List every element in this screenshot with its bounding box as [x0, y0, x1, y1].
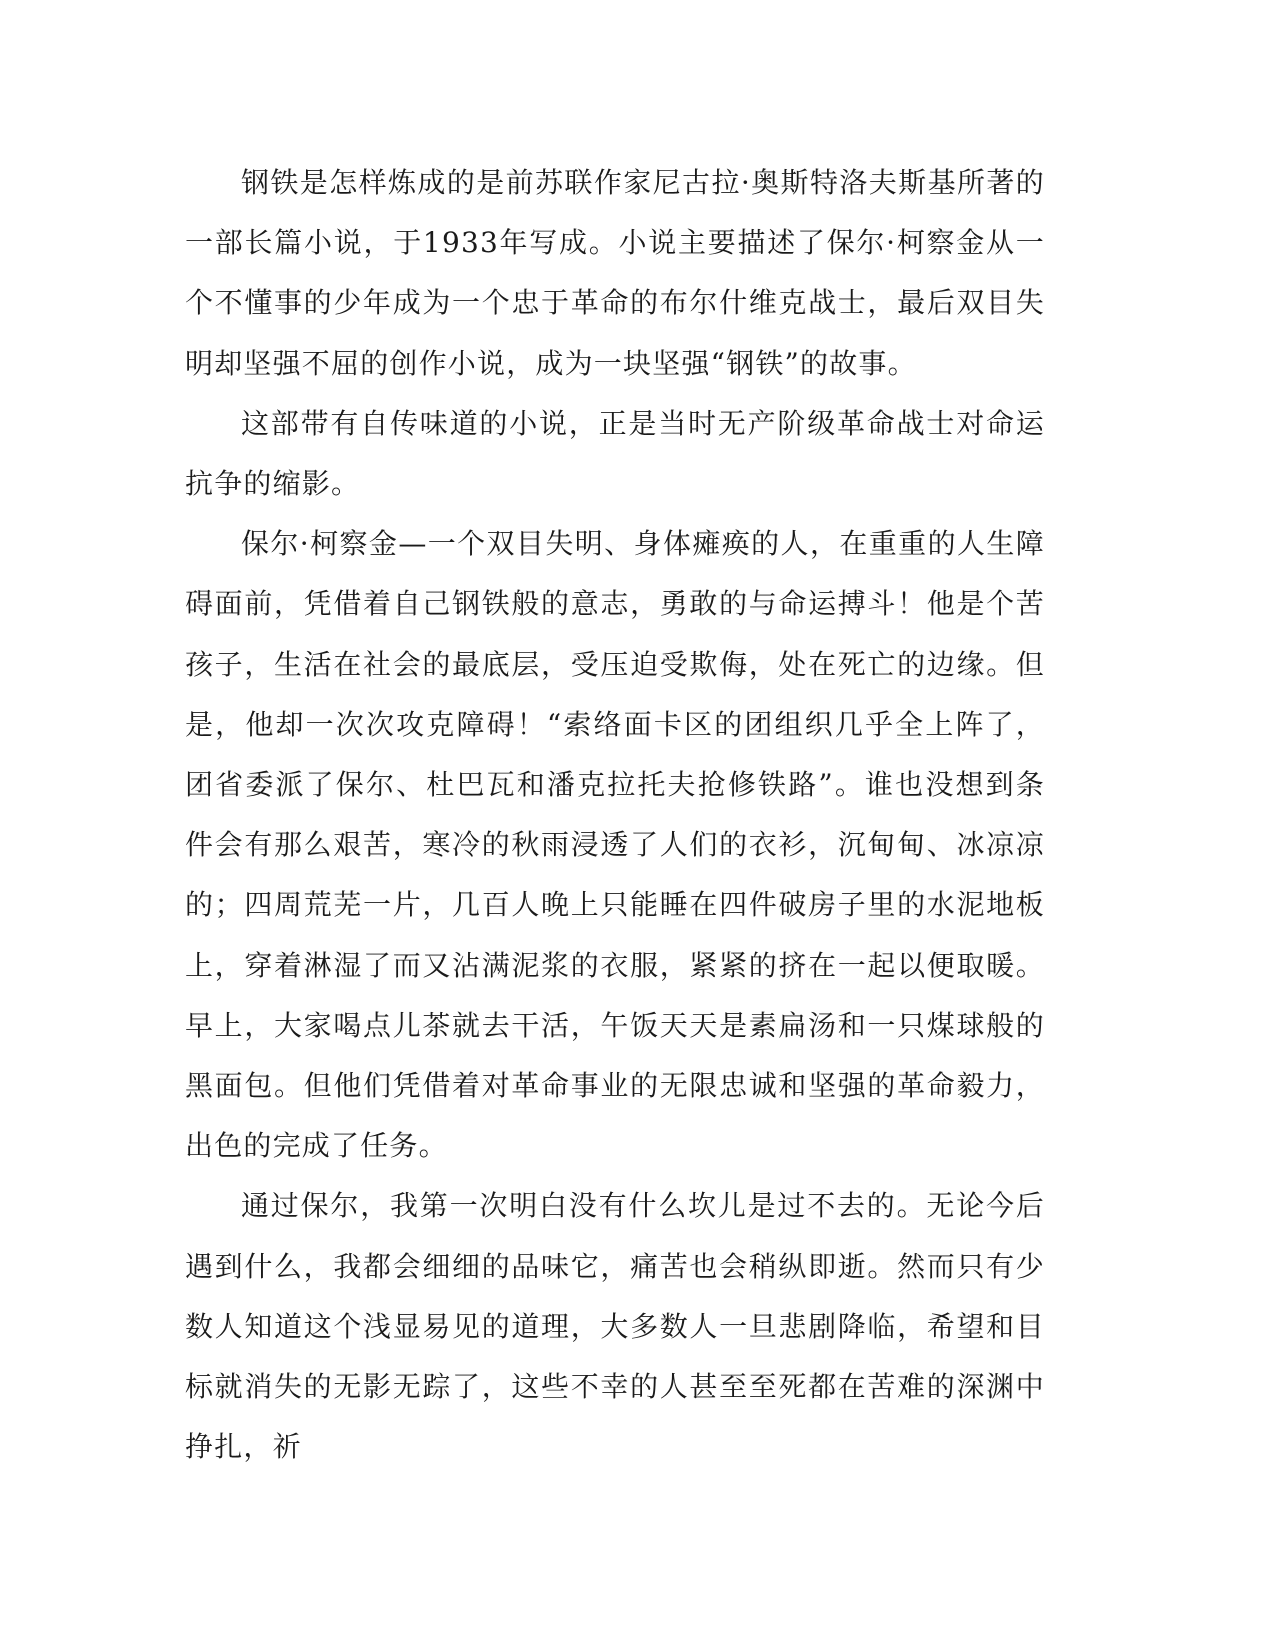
document-body — [185, 153, 1045, 1477]
paragraph-intro: 钢铁是怎样炼成的是前苏联作家尼古拉·奥斯特洛夫斯基所著的一部长篇小说，于1933年写成。小说主要描述了保尔·柯察金从一个不懂事的少年成为一个忠于革命的布尔什维克战士，最后双目失明却坚强不屈的创作小说，成为一块坚强“钢铁”的故事。 — [185, 166, 1045, 380]
paragraph-paul-struggle: 保尔·柯察金—一个双目失明、身体瘫痪的人，在重重的人生障碍面前，凭借着自己钢铁般的意志，勇敢的与命运搏斗！他是个苦孩子，生活在社会的最底层，受压迫受欺侮，处在死亡的边缘。但是，他却一次次攻克障碍！“索络面卡区的团组织几乎全上阵了，团省委派了保尔、杜巴瓦和潘克拉托夫抢修铁路”。谁也没想到条件会有那么艰苦，寒冷的秋雨浸透了人们的衣衫，沉甸甸、冰凉凉的；四周荒芜一片，几百人晚上只能睡在四件破房子里的水泥地板上，穿着淋湿了而又沾满泥浆的衣服，紧紧的挤在一起以便取暖。早上，大家喝点儿茶就去干活，午饭天天是素扁汤和一只煤球般的黑面包。但他们凭借着对革命事业的无限忠诚和坚强的革命毅力，出色的完成了任务。 — [185, 527, 1045, 1163]
paragraph-autobiography: 这部带有自传味道的小说，正是当时无产阶级革命战士对命运抗争的缩影。 — [185, 406, 1045, 501]
paragraph-reflection: 通过保尔，我第一次明白没有什么坎儿是过不去的。无论今后遇到什么，我都会细细的品味它，痛苦也会稍纵即逝。然而只有少数人知道这个浅显易见的道理，大多数人一旦悲剧降临，希望和目标就消失的无影无踪了，这些不幸的人甚至至死都在苦难的深渊中挣扎，祈 — [185, 1189, 1045, 1464]
